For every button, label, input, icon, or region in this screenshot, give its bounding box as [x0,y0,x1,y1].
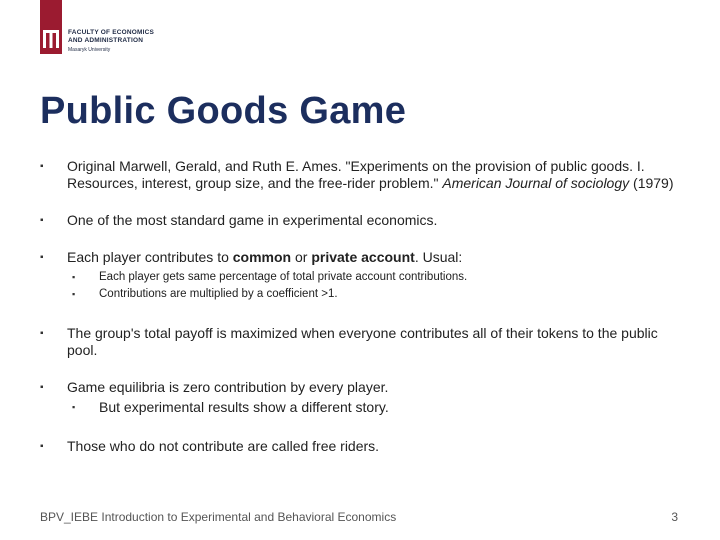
bullet-item-5 [40,379,690,396]
sub-item-3-2 [72,286,690,303]
university-logo-icon [40,0,62,54]
page-number: 3 [671,510,678,524]
bullet-text-5: Game equilibria is zero contribution by every player. [67,379,389,395]
bullet-item-2 [40,212,690,229]
sub-item-5-1 [72,399,690,416]
bullet-marker: ▪ [40,252,44,263]
common-account: common [232,249,292,265]
footer-course: BPV_IEBE Introduction to Experimental and Behavioral Economics [40,510,397,524]
bullet-text-2: One of the most standard game in experimental economics. [67,212,438,228]
sub-bullet-marker: ▪ [72,289,76,299]
text-part: or [291,249,312,265]
bullet-item-6 [40,438,690,455]
sub-text-3-1: Each player gets same percentage of total private account contributions. [99,271,468,283]
sub-bullet-marker: ▪ [72,272,76,282]
bullet-marker: ▪ [40,441,44,452]
bullet-text-3 [67,249,690,266]
bullet-marker: ▪ [40,215,44,226]
bullet-text-1 [67,158,690,192]
bullet-item-4 [40,325,690,359]
journal-name: American Journal of sociology [442,175,630,191]
sub-item-3-1 [72,269,690,286]
logo-line-2: AND ADMINISTRATION [68,37,144,44]
slide-title: Public Goods Game [40,90,407,132]
logo-university: Masaryk University [68,47,111,53]
text-part: Each player contributes to [67,249,233,265]
sub-bullet-marker: ▪ [72,402,76,412]
logo-text [68,29,154,54]
bullet-marker: ▪ [40,161,44,172]
bullet-marker: ▪ [40,328,44,339]
bullet-text-4: The group's total payoff is maximized when everyone contributes all of their tokens to the public pool. [67,325,658,358]
bullet-item-3 [40,249,690,266]
sub-text-5-1: But experimental results show a different story. [99,399,389,415]
bullet-text-6: Those who do not contribute are called free riders. [67,438,380,454]
sub-text-3-2: Contributions are multiplied by a coefficient >1. [99,288,338,300]
reference-text: Original Marwell, Gerald, and Ruth E. Ames. "Experiments on the provision of public goods. I. Resources, interest, group size, and the free-rider problem." [67,158,645,191]
text-part: . Usual: [414,249,463,265]
reference-year: (1979) [629,175,674,191]
private-account: private account [311,249,415,265]
faculty-logo [40,0,154,54]
bullet-item-1 [40,158,690,192]
slide-content [40,158,690,455]
logo-line-1: FACULTY OF ECONOMICS [68,29,155,36]
bullet-marker: ▪ [40,382,44,393]
